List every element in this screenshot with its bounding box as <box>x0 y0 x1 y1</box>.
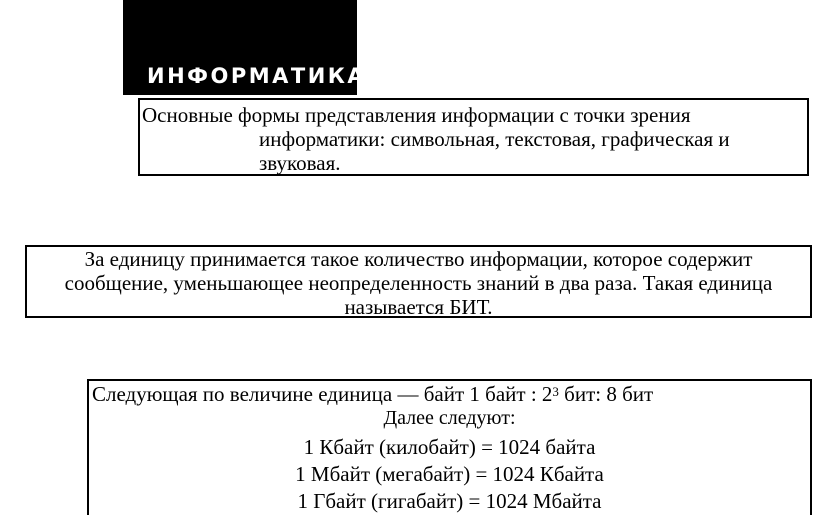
bit-definition-box <box>25 245 812 318</box>
bit-line-2: сообщение, уменьшающее неопределенность знаний в два раза. Такая единица <box>64 271 773 295</box>
byte-definition-tail: бит: 8 бит <box>558 382 654 406</box>
page-title: ИНФОРМАТИКА <box>147 64 367 88</box>
forms-line-3: звуковая. <box>259 151 341 175</box>
gigabyte-line: 1 Гбайт (гигабайт) = 1024 Мбайта <box>297 489 602 513</box>
forms-line-2: информатики: символьная, текстовая, графическая и <box>259 127 730 151</box>
title-banner <box>123 0 367 95</box>
units-box <box>87 379 812 515</box>
bit-line-3: называется БИТ. <box>344 295 493 319</box>
megabyte-line: 1 Мбайт (мегабайт) = 1024 Кбайта <box>295 462 604 486</box>
kilobyte-line: 1 Кбайт (килобайт) = 1024 байта <box>303 435 596 459</box>
forms-definition-box <box>138 98 809 176</box>
bit-line-1: За единицу принимается такое количество информации, которое содержит <box>84 247 753 271</box>
next-units-heading: Далее следуют: <box>383 407 516 429</box>
forms-line-1: Основные формы представления информации с точки зрения <box>142 103 691 127</box>
power-exponent: 3 <box>552 384 559 399</box>
byte-definition-text: Следующая по величине единица — байт 1 байт : 2 <box>92 382 553 406</box>
byte-definition <box>92 381 653 407</box>
